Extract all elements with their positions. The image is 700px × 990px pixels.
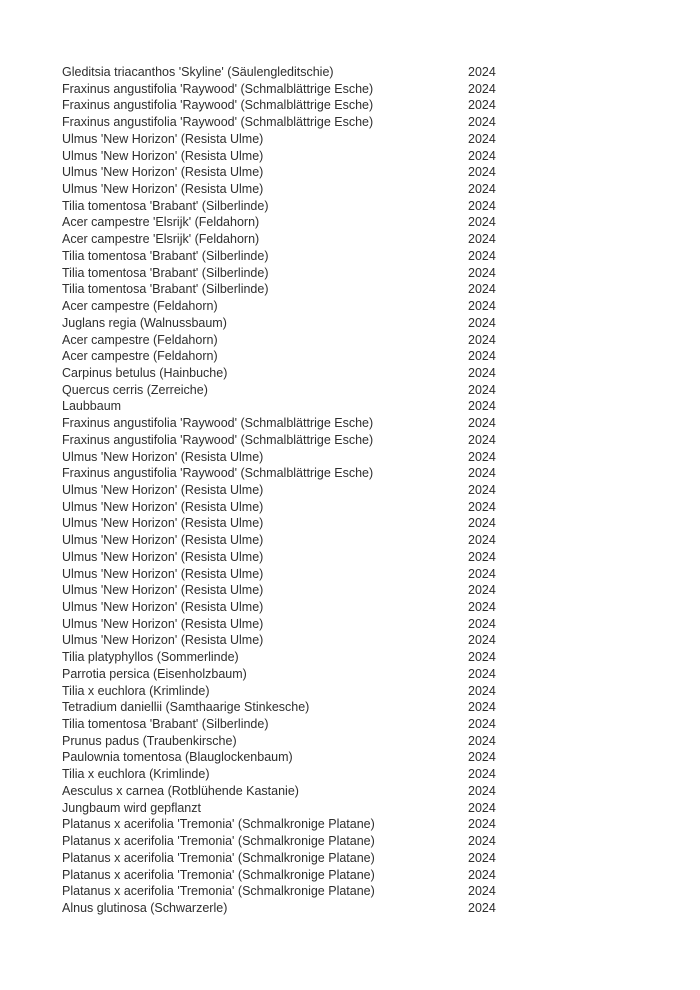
table-row xyxy=(62,833,700,850)
table-row xyxy=(62,265,700,282)
tree-species-label: Ulmus 'New Horizon' (Resista Ulme) xyxy=(62,566,264,581)
tree-species-label: Paulownia tomentosa (Blauglockenbaum) xyxy=(62,750,293,765)
tree-species-label: Tilia tomentosa 'Brabant' (Silberlinde) xyxy=(62,282,269,297)
tree-species-label: Carpinus betulus (Hainbuche) xyxy=(62,365,228,380)
planting-year-label: 2024 xyxy=(468,131,496,146)
table-row xyxy=(62,532,700,549)
table-row xyxy=(62,315,700,332)
planting-year-label: 2024 xyxy=(468,332,496,347)
planting-year-label: 2024 xyxy=(468,583,496,598)
planting-year-label: 2024 xyxy=(468,783,496,798)
tree-species-label: Platanus x acerifolia 'Tremonia' (Schmalkronige Platane) xyxy=(62,850,375,865)
tree-species-label: Ulmus 'New Horizon' (Resista Ulme) xyxy=(62,616,264,631)
table-row xyxy=(62,850,700,867)
tree-species-label: Tilia tomentosa 'Brabant' (Silberlinde) xyxy=(62,265,269,280)
planting-year-label: 2024 xyxy=(468,633,496,648)
planting-year-label: 2024 xyxy=(468,700,496,715)
table-row xyxy=(62,566,700,583)
table-row xyxy=(62,582,700,599)
planting-year-label: 2024 xyxy=(468,65,496,79)
tree-species-label: Tilia tomentosa 'Brabant' (Silberlinde) xyxy=(62,248,269,263)
table-row xyxy=(62,883,700,900)
planting-year-label: 2024 xyxy=(468,767,496,782)
table-row xyxy=(62,81,700,98)
tree-species-label: Parrotia persica (Eisenholzbaum) xyxy=(62,666,247,681)
planting-year-label: 2024 xyxy=(468,482,496,497)
tree-species-label: Ulmus 'New Horizon' (Resista Ulme) xyxy=(62,449,264,464)
tree-species-label: Prunus padus (Traubenkirsche) xyxy=(62,733,237,748)
table-row xyxy=(62,699,700,716)
table-row xyxy=(62,114,700,131)
tree-species-label: Acer campestre (Feldahorn) xyxy=(62,332,218,347)
table-row xyxy=(62,97,700,114)
table-row xyxy=(62,749,700,766)
planting-year-label: 2024 xyxy=(468,416,496,431)
planting-year-label: 2024 xyxy=(468,449,496,464)
planting-year-label: 2024 xyxy=(468,683,496,698)
planting-year-label: 2024 xyxy=(468,165,496,180)
tree-species-label: Tilia platyphyllos (Sommerlinde) xyxy=(62,650,239,665)
table-row xyxy=(62,248,700,265)
table-row xyxy=(62,348,700,365)
planting-year-label: 2024 xyxy=(468,382,496,397)
planting-year-label: 2024 xyxy=(468,81,496,96)
table-row xyxy=(62,181,700,198)
table-row xyxy=(62,816,700,833)
table-row xyxy=(62,482,700,499)
planting-year-label: 2024 xyxy=(468,365,496,380)
planting-year-label: 2024 xyxy=(468,98,496,113)
planting-year-label: 2024 xyxy=(468,516,496,531)
table-row xyxy=(62,900,700,917)
tree-species-label: Ulmus 'New Horizon' (Resista Ulme) xyxy=(62,600,264,614)
table-row xyxy=(62,415,700,432)
tree-species-label: Tilia tomentosa 'Brabant' (Silberlinde) xyxy=(62,717,269,732)
planting-year-label: 2024 xyxy=(468,750,496,765)
tree-species-label: Acer campestre (Feldahorn) xyxy=(62,349,218,364)
planting-year-label: 2024 xyxy=(468,666,496,681)
table-row xyxy=(62,148,700,165)
table-row xyxy=(62,766,700,783)
planting-year-label: 2024 xyxy=(468,299,496,314)
planting-year-label: 2024 xyxy=(468,900,496,915)
planting-year-label: 2024 xyxy=(468,282,496,297)
tree-species-label: Ulmus 'New Horizon' (Resista Ulme) xyxy=(62,148,264,163)
planting-year-label: 2024 xyxy=(468,566,496,581)
planting-year-label: 2024 xyxy=(468,549,496,564)
tree-species-label: Ulmus 'New Horizon' (Resista Ulme) xyxy=(62,499,264,514)
tree-species-label: Ulmus 'New Horizon' (Resista Ulme) xyxy=(62,516,264,531)
planting-year-label: 2024 xyxy=(468,834,496,849)
tree-species-label: Tilia x euchlora (Krimlinde) xyxy=(62,683,210,698)
tree-species-label: Ulmus 'New Horizon' (Resista Ulme) xyxy=(62,131,264,146)
table-row xyxy=(62,616,700,633)
table-row xyxy=(62,515,700,532)
tree-species-label: Ulmus 'New Horizon' (Resista Ulme) xyxy=(62,549,264,564)
planting-year-label: 2024 xyxy=(468,182,496,197)
planting-year-label: 2024 xyxy=(468,650,496,665)
planting-year-label: 2024 xyxy=(468,315,496,330)
planting-year-label: 2024 xyxy=(468,616,496,631)
planting-year-label: 2024 xyxy=(468,399,496,414)
table-row xyxy=(62,733,700,750)
tree-species-label: Jungbaum wird gepflanzt xyxy=(62,800,201,815)
tree-species-label: Platanus x acerifolia 'Tremonia' (Schmalkronige Platane) xyxy=(62,867,375,882)
tree-species-label: Ulmus 'New Horizon' (Resista Ulme) xyxy=(62,165,264,180)
tree-species-label: Ulmus 'New Horizon' (Resista Ulme) xyxy=(62,533,264,548)
planting-year-label: 2024 xyxy=(468,817,496,832)
planting-year-label: 2024 xyxy=(468,115,496,130)
planting-year-label: 2024 xyxy=(468,600,496,614)
planting-year-label: 2024 xyxy=(468,499,496,514)
tree-species-label: Fraxinus angustifolia 'Raywood' (Schmalblättrige Esche) xyxy=(62,98,374,113)
tree-species-label: Gleditsia triacanthos 'Skyline' (Säulengleditschie) xyxy=(62,65,334,79)
tree-species-label: Tilia tomentosa 'Brabant' (Silberlinde) xyxy=(62,198,269,213)
table-row xyxy=(62,214,700,231)
tree-species-label: Acer campestre 'Elsrijk' (Feldahorn) xyxy=(62,232,260,247)
planting-year-label: 2024 xyxy=(468,533,496,548)
planting-year-label: 2024 xyxy=(468,432,496,447)
planting-year-label: 2024 xyxy=(468,733,496,748)
tree-species-label: Fraxinus angustifolia 'Raywood' (Schmalblättrige Esche) xyxy=(62,81,374,96)
planting-year-label: 2024 xyxy=(468,248,496,263)
planting-year-label: 2024 xyxy=(468,215,496,230)
tree-species-label: Ulmus 'New Horizon' (Resista Ulme) xyxy=(62,182,264,197)
table-row xyxy=(62,867,700,884)
table-row xyxy=(62,365,700,382)
planting-year-label: 2024 xyxy=(468,265,496,280)
tree-species-label: Acer campestre 'Elsrijk' (Feldahorn) xyxy=(62,215,260,230)
table-row xyxy=(62,666,700,683)
tree-species-label: Laubbaum xyxy=(62,399,122,414)
tree-list xyxy=(62,64,700,917)
planting-year-label: 2024 xyxy=(468,884,496,899)
table-row xyxy=(62,131,700,148)
table-row xyxy=(62,332,700,349)
tree-species-label: Platanus x acerifolia 'Tremonia' (Schmalkronige Platane) xyxy=(62,834,375,849)
table-row xyxy=(62,64,700,81)
table-row xyxy=(62,449,700,466)
tree-species-label: Juglans regia (Walnussbaum) xyxy=(62,315,227,330)
tree-species-label: Ulmus 'New Horizon' (Resista Ulme) xyxy=(62,583,264,598)
tree-species-label: Quercus cerris (Zerreiche) xyxy=(62,382,208,397)
planting-year-label: 2024 xyxy=(468,349,496,364)
table-row xyxy=(62,398,700,415)
table-row xyxy=(62,649,700,666)
tree-species-label: Alnus glutinosa (Schwarzerle) xyxy=(62,900,228,915)
tree-species-label: Ulmus 'New Horizon' (Resista Ulme) xyxy=(62,633,264,648)
planting-year-label: 2024 xyxy=(468,850,496,865)
tree-species-label: Platanus x acerifolia 'Tremonia' (Schmalkronige Platane) xyxy=(62,884,375,899)
tree-species-label: Acer campestre (Feldahorn) xyxy=(62,299,218,314)
planting-year-label: 2024 xyxy=(468,717,496,732)
table-row xyxy=(62,499,700,516)
table-row xyxy=(62,549,700,566)
table-row xyxy=(62,298,700,315)
tree-species-label: Tetradium daniellii (Samthaarige Stinkesche) xyxy=(62,700,310,715)
table-row xyxy=(62,632,700,649)
planting-year-label: 2024 xyxy=(468,148,496,163)
table-row xyxy=(62,164,700,181)
tree-species-label: Fraxinus angustifolia 'Raywood' (Schmalblättrige Esche) xyxy=(62,416,374,431)
table-row xyxy=(62,599,700,616)
tree-species-label: Fraxinus angustifolia 'Raywood' (Schmalblättrige Esche) xyxy=(62,432,374,447)
tree-species-label: Fraxinus angustifolia 'Raywood' (Schmalblättrige Esche) xyxy=(62,466,374,481)
planting-year-label: 2024 xyxy=(468,867,496,882)
planting-year-label: 2024 xyxy=(468,466,496,481)
tree-species-label: Fraxinus angustifolia 'Raywood' (Schmalblättrige Esche) xyxy=(62,115,374,130)
planting-year-label: 2024 xyxy=(468,198,496,213)
table-row xyxy=(62,783,700,800)
table-row xyxy=(62,800,700,817)
table-row xyxy=(62,231,700,248)
table-row xyxy=(62,198,700,215)
table-row xyxy=(62,465,700,482)
tree-species-label: Platanus x acerifolia 'Tremonia' (Schmalkronige Platane) xyxy=(62,817,375,832)
table-row xyxy=(62,683,700,700)
tree-species-label: Aesculus x carnea (Rotblühende Kastanie) xyxy=(62,783,299,798)
table-row xyxy=(62,281,700,298)
table-row xyxy=(62,432,700,449)
planting-year-label: 2024 xyxy=(468,800,496,815)
tree-species-label: Ulmus 'New Horizon' (Resista Ulme) xyxy=(62,482,264,497)
table-row xyxy=(62,382,700,399)
planting-year-label: 2024 xyxy=(468,232,496,247)
table-row xyxy=(62,716,700,733)
tree-species-label: Tilia x euchlora (Krimlinde) xyxy=(62,767,210,782)
